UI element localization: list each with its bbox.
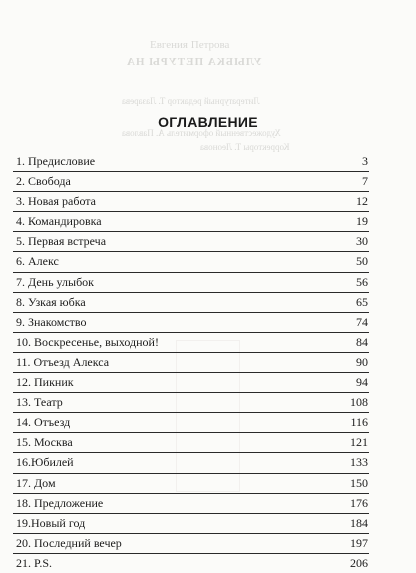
- toc-entry-title: 18. Предложение: [16, 495, 104, 510]
- toc-entry: [13, 232, 369, 252]
- toc-entry-title: 9. Знакомство: [16, 314, 87, 329]
- toc-entry: [13, 192, 369, 212]
- toc-entry-title: 10. Воскресенье, выходной!: [16, 334, 159, 349]
- toc-entry-page-number: 3: [362, 154, 368, 168]
- toc-entry: [13, 333, 369, 353]
- toc-entry-page-number: 176: [350, 495, 368, 510]
- toc-entry-page-number: 94: [356, 375, 368, 390]
- toc-entry: [13, 373, 369, 393]
- toc-entry: [13, 313, 369, 333]
- toc-entry: [13, 212, 369, 232]
- toc-entry-page-number: 50: [356, 254, 368, 269]
- toc-entry-title: 15. Москва: [16, 435, 73, 450]
- toc-entry-page-number: 56: [356, 274, 368, 289]
- toc-entry-page-number: 12: [356, 194, 368, 209]
- toc-entry-page-number: 121: [350, 435, 368, 450]
- show-through-line: Художественный оформитель А. Павлова: [122, 128, 281, 138]
- toc-entry: [13, 273, 369, 293]
- show-through-author: Евгения Петрова: [150, 39, 230, 51]
- toc-entry-page-number: 133: [350, 455, 368, 470]
- toc-entry-title: 17. Дом: [16, 475, 56, 490]
- toc-entry-page-number: 108: [350, 395, 368, 410]
- page-title: ОГЛАВЛЕНИЕ: [158, 114, 258, 130]
- toc-entry-page-number: 197: [350, 535, 368, 550]
- show-through-title: УЛЫБКА ПЕТУРЫ НА: [126, 56, 262, 68]
- toc-entry-page-number: 84: [356, 334, 368, 349]
- toc-entry: [13, 554, 369, 573]
- toc-entry: [13, 172, 369, 192]
- toc-entry-page-number: 116: [350, 415, 368, 430]
- toc-entry-title: 20. Последний вечер: [16, 535, 122, 550]
- toc-entry: [13, 514, 369, 534]
- toc-entry: [13, 152, 369, 172]
- toc-entry: [13, 433, 369, 453]
- toc-entry: [13, 293, 369, 313]
- toc-entry-title: 16.Юбилей: [16, 455, 74, 470]
- toc-entry: [13, 534, 369, 554]
- toc-entry-page-number: 7: [362, 174, 368, 189]
- toc-entry-page-number: 90: [356, 354, 368, 369]
- toc-entry-title: 4. Командировка: [16, 214, 102, 229]
- toc-entry-title: 13. Театр: [16, 395, 63, 410]
- toc-entry-page-number: 184: [350, 515, 368, 530]
- toc-entry: [13, 413, 369, 433]
- toc-entry-title: 7. День улыбок: [16, 274, 95, 289]
- table-of-contents: [13, 152, 369, 573]
- toc-entry-title: 19.Новый год: [16, 515, 86, 530]
- toc-entry-title: 6. Алекс: [16, 254, 59, 269]
- toc-entry: [13, 474, 369, 494]
- toc-entry-page-number: 19: [356, 214, 368, 229]
- toc-entry: [13, 453, 369, 473]
- toc-entry-page-number: 74: [356, 314, 368, 329]
- toc-entry-page-number: 150: [350, 475, 368, 490]
- toc-entry: [13, 252, 369, 272]
- toc-entry-page-number: 206: [350, 555, 368, 570]
- toc-entry-title: 12. Пикник: [16, 375, 74, 390]
- show-through-line: Литературный редактор Т. Лазарева: [122, 96, 260, 106]
- toc-entry: [13, 393, 369, 413]
- toc-entry-title: 2. Свобода: [16, 174, 71, 189]
- toc-entry-title: 5. Первая встреча: [16, 234, 107, 249]
- toc-entry-title: 21. P.S.: [16, 555, 53, 570]
- toc-entry-title: 8. Узкая юбка: [16, 294, 86, 309]
- show-through-line: Корректоры Т. Леонова: [200, 142, 290, 152]
- toc-entry-page-number: 65: [356, 294, 368, 309]
- toc-entry-title: 11. Отъезд Алекса: [16, 354, 110, 369]
- toc-entry-title: 14. Отъезд: [16, 415, 71, 430]
- toc-entry-title: 1. Предисловие: [16, 154, 96, 168]
- toc-entry-page-number: 30: [356, 234, 368, 249]
- toc-entry: [13, 494, 369, 514]
- toc-entry-title: 3. Новая работа: [16, 194, 97, 209]
- toc-entry: [13, 353, 369, 373]
